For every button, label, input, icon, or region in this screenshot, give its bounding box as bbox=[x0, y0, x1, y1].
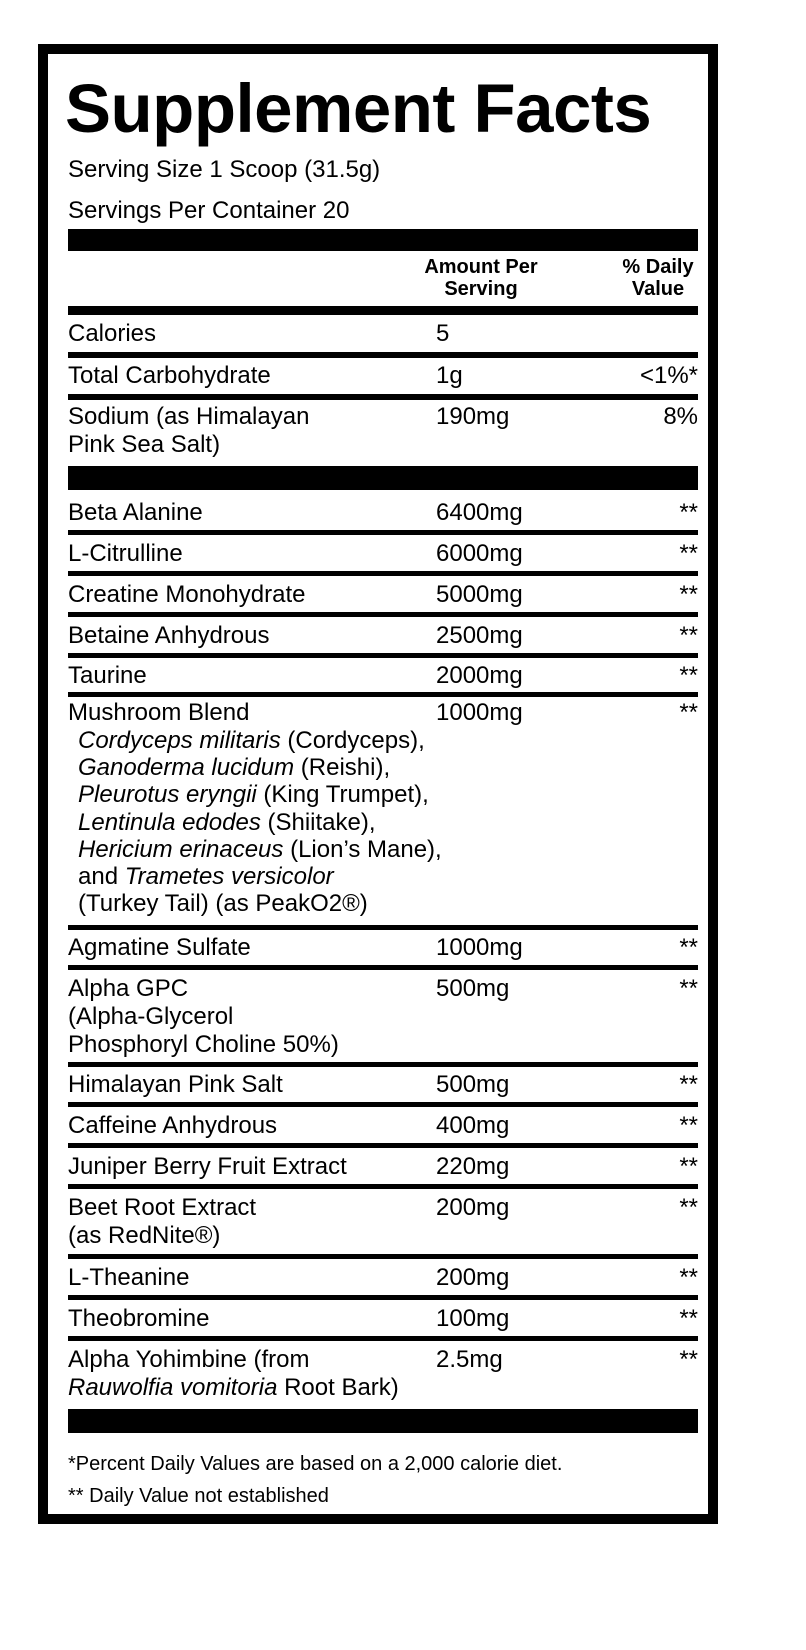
row-divider bbox=[68, 1102, 698, 1107]
ingredient-name: Betaine Anhydrous bbox=[68, 622, 270, 649]
row-divider bbox=[68, 1184, 698, 1189]
ingredient-amount: 2000mg bbox=[436, 662, 523, 689]
row-divider bbox=[68, 394, 698, 400]
blend-component: Ganoderma lucidum (Reishi), bbox=[78, 754, 391, 781]
serving-size: Serving Size 1 Scoop (31.5g) bbox=[68, 156, 381, 183]
nutrient-amount: 5 bbox=[436, 320, 450, 347]
thick-divider-middle bbox=[68, 466, 698, 490]
ingredient-amount: 200mg bbox=[436, 1264, 510, 1291]
blend-component: Cordyceps militaris (Cordyceps), bbox=[78, 727, 425, 754]
row-divider bbox=[68, 925, 698, 930]
ingredient-name: Taurine bbox=[68, 662, 147, 689]
ingredient-dv: ** bbox=[679, 540, 698, 567]
ingredient-dv: ** bbox=[679, 622, 698, 649]
blend-component: Lentinula edodes (Shiitake), bbox=[78, 809, 376, 836]
ingredient-name: Theobromine bbox=[68, 1305, 210, 1332]
footnote-percent-dv: *Percent Daily Values are based on a 2,000 calorie diet. bbox=[68, 1453, 563, 1475]
ingredient-name: Alpha GPC (Alpha-Glycerol Phosphoryl Choline 50%) bbox=[68, 975, 339, 1058]
ingredient-amount: 500mg bbox=[436, 975, 510, 1002]
ingredient-amount: 2.5mg bbox=[436, 1346, 503, 1373]
ingredient-dv: ** bbox=[679, 1346, 698, 1373]
ingredient-amount: 2500mg bbox=[436, 622, 523, 649]
ingredient-dv: ** bbox=[679, 975, 698, 1002]
nutrient-dv: 8% bbox=[663, 403, 698, 430]
ingredient-dv: ** bbox=[679, 1112, 698, 1139]
row-divider bbox=[68, 352, 698, 358]
row-divider bbox=[68, 612, 698, 617]
ingredient-name: Juniper Berry Fruit Extract bbox=[68, 1153, 347, 1180]
ingredient-amount: 5000mg bbox=[436, 581, 523, 608]
ingredient-dv: ** bbox=[679, 1071, 698, 1098]
thick-divider-bottom bbox=[68, 1409, 698, 1433]
ingredient-name: Alpha Yohimbine (from Rauwolfia vomitoria Root Bark) bbox=[68, 1346, 399, 1401]
thick-divider-top bbox=[68, 229, 698, 251]
nutrient-dv: <1%* bbox=[639, 362, 698, 389]
ingredient-amount: 1000mg bbox=[436, 934, 523, 961]
row-divider bbox=[68, 965, 698, 970]
ingredient-name: Beet Root Extract (as RedNite®) bbox=[68, 1194, 257, 1249]
ingredient-name: Creatine Monohydrate bbox=[68, 581, 306, 608]
blend-component: and Trametes versicolor bbox=[78, 863, 334, 890]
nutrient-amount: 1g bbox=[436, 362, 463, 389]
ingredient-dv: ** bbox=[679, 934, 698, 961]
ingredient-name: Himalayan Pink Salt bbox=[68, 1071, 283, 1098]
row-divider bbox=[68, 692, 698, 697]
footnote-not-established: ** Daily Value not established bbox=[68, 1485, 329, 1507]
ingredient-amount: 200mg bbox=[436, 1194, 510, 1221]
nutrient-name: Total Carbohydrate bbox=[68, 362, 271, 389]
ingredient-amount: 1000mg bbox=[436, 699, 523, 726]
header-amount-line2: Serving bbox=[444, 278, 518, 300]
blend-component: (Turkey Tail) (as PeakO2®) bbox=[78, 890, 368, 917]
row-divider bbox=[68, 1062, 698, 1067]
ingredient-name: L-Citrulline bbox=[68, 540, 183, 567]
ingredient-name: Beta Alanine bbox=[68, 499, 203, 526]
servings-per-container: Servings Per Container 20 bbox=[68, 197, 350, 224]
ingredient-dv: ** bbox=[679, 499, 698, 526]
ingredient-dv: ** bbox=[679, 1153, 698, 1180]
ingredient-amount: 6000mg bbox=[436, 540, 523, 567]
row-divider bbox=[68, 1336, 698, 1341]
ingredient-amount: 6400mg bbox=[436, 499, 523, 526]
row-divider bbox=[68, 1295, 698, 1300]
ingredient-name: Mushroom Blend bbox=[68, 699, 250, 726]
row-divider bbox=[68, 530, 698, 535]
nutrient-name-line1: Sodium (as Himalayan bbox=[68, 403, 310, 430]
header-dv-line2: Value bbox=[631, 278, 685, 300]
ingredient-amount: 220mg bbox=[436, 1153, 510, 1180]
nutrient-name-line2: Pink Sea Salt) bbox=[68, 431, 221, 458]
header-dv-line1: % Daily bbox=[622, 256, 694, 278]
panel-title: Supplement Facts bbox=[65, 70, 652, 147]
ingredient-amount: 500mg bbox=[436, 1071, 510, 1098]
ingredient-name: Caffeine Anhydrous bbox=[68, 1112, 278, 1139]
ingredient-dv: ** bbox=[679, 699, 698, 726]
ingredient-dv: ** bbox=[679, 1194, 698, 1221]
row-divider bbox=[68, 1143, 698, 1148]
row-divider bbox=[68, 571, 698, 576]
ingredient-amount: 100mg bbox=[436, 1305, 510, 1332]
supplement-facts-panel bbox=[38, 44, 718, 1524]
nutrient-name: Calories bbox=[68, 320, 157, 347]
ingredient-name: Agmatine Sulfate bbox=[68, 934, 251, 961]
header-divider bbox=[68, 306, 698, 315]
row-divider bbox=[68, 1254, 698, 1259]
ingredient-name: L-Theanine bbox=[68, 1264, 190, 1291]
ingredient-dv: ** bbox=[679, 581, 698, 608]
header-amount-per-serving bbox=[403, 256, 559, 300]
ingredient-dv: ** bbox=[679, 1264, 698, 1291]
header-daily-value bbox=[608, 256, 708, 300]
nutrient-name bbox=[68, 403, 428, 459]
ingredient-dv: ** bbox=[679, 662, 698, 689]
header-amount-line1: Amount Per bbox=[424, 256, 538, 278]
blend-component: Pleurotus eryngii (King Trumpet), bbox=[78, 781, 429, 808]
ingredient-amount: 400mg bbox=[436, 1112, 510, 1139]
row-divider bbox=[68, 653, 698, 658]
ingredient-dv: ** bbox=[679, 1305, 698, 1332]
nutrient-amount: 190mg bbox=[436, 403, 510, 430]
blend-component: Hericium erinaceus (Lion’s Mane), bbox=[78, 836, 442, 863]
